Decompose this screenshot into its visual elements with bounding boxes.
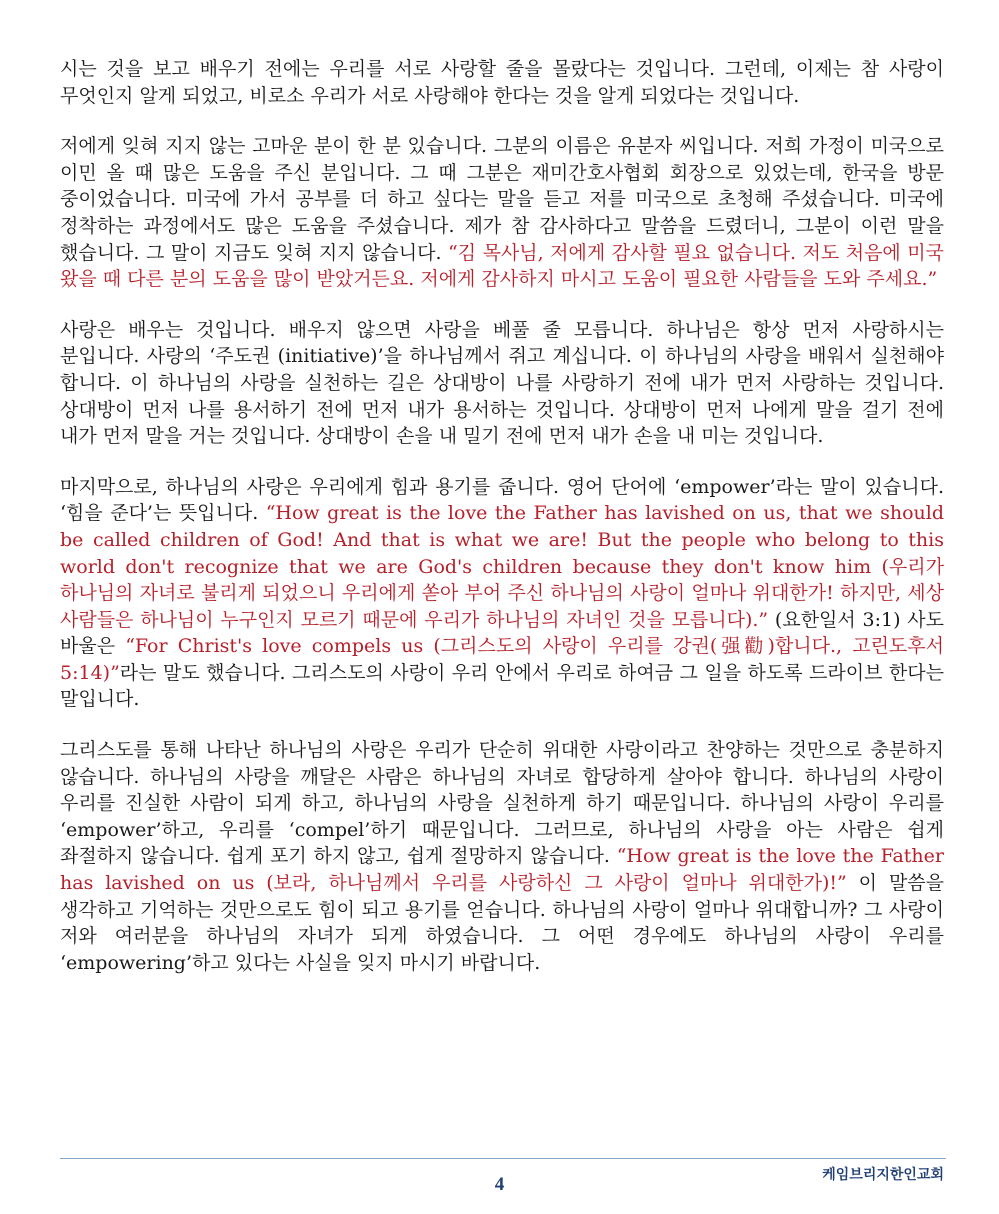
paragraph-4 bbox=[60, 474, 944, 713]
paragraph-text: 이 말씀을 생각하고 기억하는 것만으로도 힘이 되고 용기를 얻습니다. 하나님의 사랑이 얼마나 위대합니까? 그 사랑이 저와 여러분을 하나님의 자녀가 되게 하였습니다. 그 어떤 경우에도 하나님의 사랑이 우리를 ‘empowering’하고 있다는 사실을 잊지 마시기 바랍니다. bbox=[60, 872, 945, 974]
paragraph-text: (요한일서 3:1) 사도 바울은 bbox=[60, 608, 944, 658]
paragraph-text: 라는 말도 했습니다. 그리스도의 사랑이 우리 안에서 우리로 하여금 그 일을 하도록 드라이브 한다는 말입니다. bbox=[60, 661, 944, 711]
quote-text: “How great is the love the Father has lavished on us (보라, 하나님께서 우리를 사랑하신 그 사랑이 얼마나 위대한가)!” bbox=[60, 845, 944, 895]
paragraph-1 bbox=[60, 56, 944, 109]
paragraph-5 bbox=[60, 737, 944, 976]
paragraph-text: 마지막으로, 하나님의 사랑은 우리에게 힘과 용기를 줍니다. 영어 단어에 ‘empower’라는 말이 있습니다. ‘힘을 준다’는 뜻입니다. bbox=[60, 475, 944, 525]
paragraph-text: 저에게 잊혀 지지 않는 고마운 분이 한 분 있습니다. 그분의 이름은 유분자 씨입니다. 저희 가정이 미국으로 이민 올 때 많은 도움을 주신 분입니다. 그 때 그분은 재미간호사협회 회장으로 있었는데, 한국을 방문 중이었습니다. 미국에 가서 공부를 더 하고 싶다는 말을 듣고 저를 미국으로 초청해 주셨습니다. 미국에 정착하는 과정에서도 많은 도움을 주셨습니다. 제가 참 감사하다고 말씀을 드렸더니, 그분이 이런 말을 했습니다. 그 말이 지금도 잊혀 지지 않습니다. bbox=[60, 135, 944, 264]
paragraph-text: 그리스도를 통해 나타난 하나님의 사랑은 우리가 단순히 위대한 사랑이라고 찬양하는 것만으로 충분하지 않습니다. 하나님의 사랑을 깨달은 사람은 하나님의 자녀로 합당하게 살아야 합니다. 하나님의 사랑이 우리를 진실한 사람이 되게 하고, 하나님의 사랑을 실천하게 하기 때문입니다. 하나님의 사랑이 우리를 ‘empower’하고, 우리를 ‘compel’하기 때문입니다. 그러므로, 하나님의 사랑을 아는 사람은 쉽게 좌절하지 않습니다. 쉽게 포기 하지 않고, 쉽게 절망하지 않습니다. bbox=[60, 739, 944, 868]
document-body bbox=[60, 56, 944, 1000]
page-number: 4 bbox=[494, 1174, 505, 1195]
quote-text: “김 목사님, 저에게 감사할 필요 없습니다. 저도 처음에 미국 왔을 때 다른 분의 도움을 많이 받았거든요. 저에게 감사하지 마시고 도움이 필요한 사람들을 도와 주세요.” bbox=[60, 241, 944, 291]
footer-divider bbox=[60, 1158, 946, 1159]
paragraph-3 bbox=[60, 317, 944, 450]
paragraph-text: 사랑은 배우는 것입니다. 배우지 않으면 사랑을 베풀 줄 모릅니다. 하나님은 항상 먼저 사랑하시는 분입니다. 사랑의 ‘주도권 (initiative)’을 하나님께서 쥐고 계십니다. 이 하나님의 사랑을 배워서 실천해야 합니다. 이 하나님의 사랑을 실천하는 길은 상대방이 나를 사랑하기 전에 내가 먼저 사랑하는 것입니다. 상대방이 먼저 나를 용서하기 전에 먼저 내가 용서하는 것입니다. 상대방이 먼저 나에게 말을 걸기 전에 내가 먼저 말을 거는 것입니다. 상대방이 손을 내 밀기 전에 먼저 내가 손을 내 미는 것입니다. bbox=[60, 318, 945, 448]
quote-text: “How great is the love the Father has lavished on us, that we should be called children of God! And that is what we are! But the people who belong to this world don't recognize that we are God's children because they don't know him (우리가 하나님의 자녀로 불리게 되었으니 우리에게 쏟아 부어 주신 하나님의 사랑이 얼마나 위대한가! 하지만, 세상 사람들은 하나님이 누구인지 모르기 때문에 우리가 하나님의 자녀인 것을 모릅니다).” bbox=[60, 502, 944, 631]
church-name: 케임브리지한인교회 bbox=[822, 1167, 944, 1183]
paragraph-text: 시는 것을 보고 배우기 전에는 우리를 서로 사랑할 줄을 몰랐다는 것입니다. 그런데, 이제는 참 사랑이 무엇인지 알게 되었고, 비로소 우리가 서로 사랑해야 한다는 것을 알게 되었다는 것입니다. bbox=[60, 58, 944, 107]
paragraph-2 bbox=[60, 133, 944, 293]
quote-text: “For Christ's love compels us (그리스도의 사랑이 우리를 강권(强勸)합니다., 고린도후서 5:14)” bbox=[60, 635, 944, 684]
